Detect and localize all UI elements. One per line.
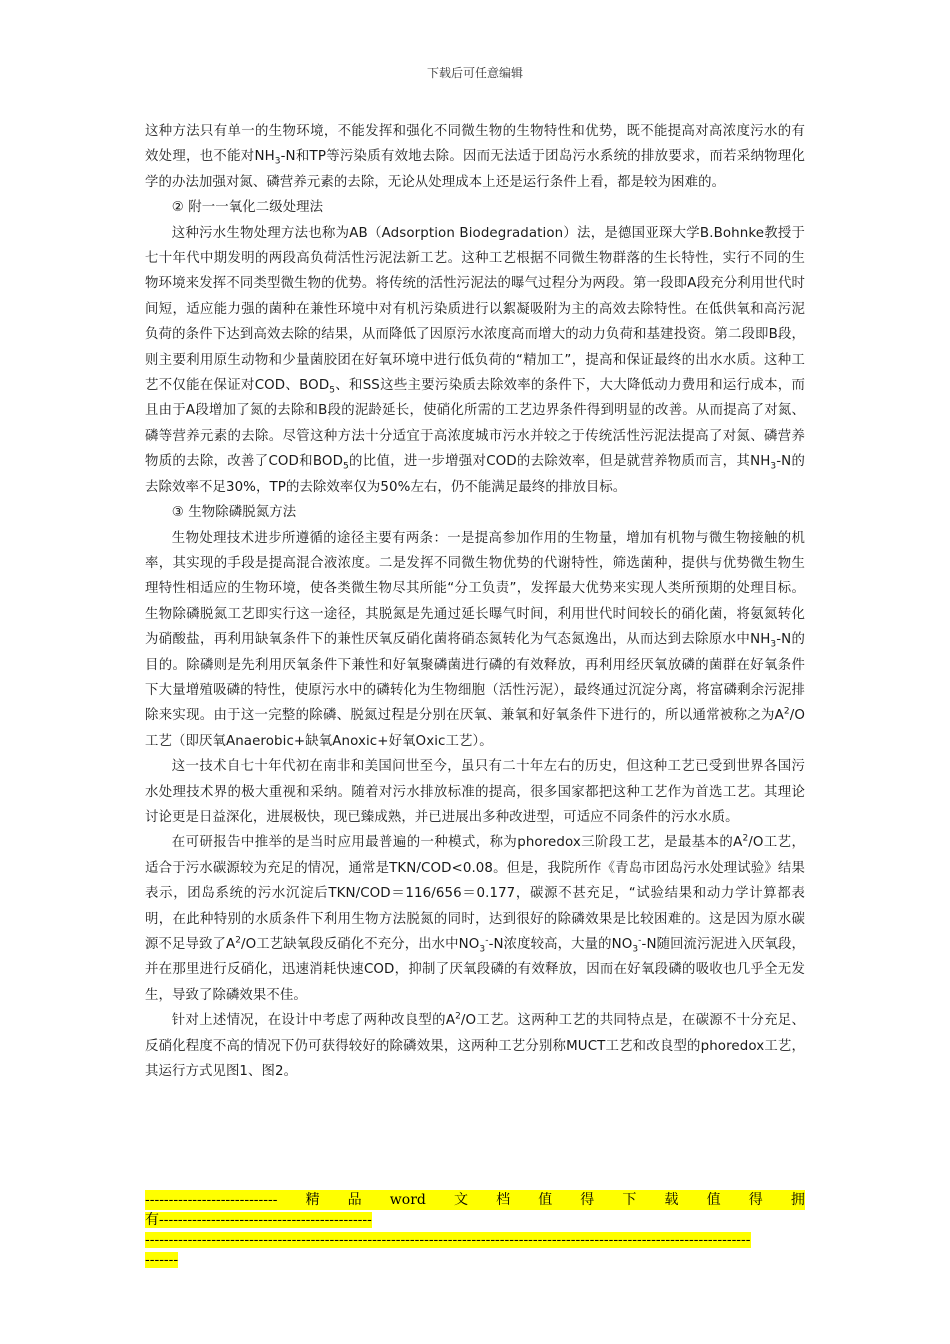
text-run: 这一技术自七十年代初在南非和美国问世至今，虽只有二十年左右的历史，但这种工艺已受到世界各国污水处理技术界的极大重视和采纳。随着对污水排放标准的提高，很多国家都把这种工艺作为首选工艺。其理论讨论更是日益深化，进展极快，现已臻成熟，并已进展出多种改进型，可适应不同条件的污水水质。 [145,759,805,825]
body-paragraph [145,830,805,1008]
superscript: 2 [235,935,242,946]
subscript: 3 [770,639,777,650]
footer-word: word [389,1192,426,1208]
text-run: /O工艺（即厌氧Anaerobic+缺氧Anoxic+好氧Oxic工艺）。 [145,708,805,749]
text-run: 、和SS这些主要污染质去除效率的条件下，大大降低动力费用和运行成本，而且由于A段增加了氮的去除和B段的泥龄延长，使硝化所需的工艺边界条件得到明显的改善。从而提高了对氮、磷等营养元素的去除。尽管这种方法十分适宜于高浓度城市污水并较之于传统活性污泥法提高了对氮、磷营养物质的去除，改善了COD和BOD [145,378,805,470]
subscript: 3 [770,461,777,472]
section-heading [145,195,805,220]
body-paragraph [145,754,805,830]
footer-line-1 [145,1190,805,1210]
footer-word: 精 [305,1192,320,1208]
footer-word: 档 [496,1192,511,1208]
text-run: 在可研报告中推举的是当时应用最普遍的一种模式，称为phoredox三阶段工艺，是最基本的A [171,835,743,851]
text-run: /O工艺。这两种工艺的共同特点是，在碳源不十分充足、反硝化程度不高的情况下仍可获得较好的除磷效果，这两种工艺分别称MUCT工艺和改良型的phoredox工艺，其运行方式见图1、图2。 [145,1013,806,1080]
footer-line-3: -------------------------------------------------------------------------------------------------------------------------------- [145,1232,751,1248]
document-body [145,119,805,1084]
section-heading [145,500,805,525]
superscript: 2 [742,833,749,844]
text-run: -N和TP等污染质有效地去除。因而无法适于团岛污水系统的排放要求，而若采纳物理化学的办法加强对氮、磷营养元素的去除，无论从处理成本上还是运行条件上看，都是较为困难的。 [145,149,805,190]
text-run: /O工艺缺氧段反硝化不充分，出水中NO [241,937,480,952]
text-run: 针对上述情况，在设计中考虑了两种改良型的A [171,1013,456,1029]
footer-word: 值 [706,1192,721,1208]
footer-dash-lead: ---------------------------- [145,1192,278,1208]
text-run: -N的去除效率不足30%，TP的去除效率仅为50%左右，仍不能满足最终的排放目标。 [145,454,805,495]
subscript: 5 [343,461,349,472]
subscript: 3 [274,157,281,168]
text-run: 这种污水生物处理方法也称为AB（Adsorption Biodegradation）法，是德国亚琛大学B.Bohnke教授于七十年代中期发明的两段高负荷活性污泥法新工艺。这种工艺根据不同微生物群落的生长特性，实行不同的生物环境来发挥不同类型微生物的优势。将传统的活性污泥法的曝气过程分为两段。第一段即A段充分利用世代时间短，适应能力强的菌种在兼性环境中对有机污染质进行以絮凝吸附为主的高效去除特性。在低供氧和高污泥负荷的条件下达到高效去除的结果，从而降低了因原污水浓度高而增大的动力负荷和基建投资。第二段即B段，则主要利用原生动物和少量菌胶团在好氧环境中进行低负荷的“精加工”，提高和保证最终的出水水质。这种工艺不仅能在保证对COD、BOD [145,225,805,394]
text-run: 生物处理技术进步所遵循的途径主要有两条：一是提高参加作用的生物量，增加有机物与微生物接触的机率，其实现的手段是提高混合液浓度。二是发挥不同微生物优势的代谢特性，筛选菌种，提供与优势微生物生理特性相适应的生物环境，使各类微生物尽其所能“分工负责”，发挥最大优势来实现人类所预期的处理目标。生物除磷脱氮工艺即实行这一途径，其脱氮是先通过延长曝气时间，利用世代时间较长的硝化菌，将氨氮转化为硝酸盐，再利用缺氧条件下的兼性厌氧反硝化菌将硝态氮转化为气态氮逸出，从而达到去除原水中NH [145,530,805,648]
text-run: -N的目的。除磷则是先利用厌氧条件下兼性和好氧聚磷菌进行磷的有效释放，再利用经厌氧放磷的菌群在好氧条件下大量增殖吸磷的特性，使原污水中的磷转化为生物细胞（活性污泥），最终通过沉淀分离，将富磷剩余污泥排除来实现。由于这一完整的除磷、脱氮过程是分别在厌氧、兼氧和好氧条件下进行的，所以通常被称之为A [145,632,805,724]
text-run: 的比值，进一步增强对COD的去除效率，但是就营养物质而言，其NH [348,454,771,470]
text-run: -N随回流污泥进入厌氧段，并在那里进行反硝化，迅速消耗快速COD，抑制了厌氧段磷的有效释放，因而在好氧段磷的吸收也几乎全无发生，导致了除磷效果不佳。 [145,937,805,1003]
footer-word: 得 [580,1192,595,1208]
superscript: 2 [783,706,790,717]
body-paragraph [145,526,805,755]
footer-word: 品 [347,1192,362,1208]
footer-word: 得 [748,1192,763,1208]
text-run: -N浓度较高，大量的NO [488,937,633,952]
footer-word: 值 [538,1192,553,1208]
subscript: 3 [632,944,639,955]
superscript: - [485,935,489,946]
text-run: ② 附一一氧化二级处理法 [171,200,324,216]
superscript: 2 [455,1011,461,1022]
footer-word: 文 [453,1192,468,1208]
body-paragraph [145,1008,805,1084]
subscript: 3 [479,944,486,955]
footer-word: 下 [622,1192,637,1208]
text-run: 这种方法只有单一的生物环境，不能发挥和强化不同微生物的生物特性和优势，既不能提高对高浓度污水的有效处理，也不能对NH [145,124,805,165]
page-header: 下载后可任意编辑 [426,66,523,80]
subscript: 5 [329,385,336,396]
text-run: /O工艺，适合于污水碳源较为充足的情况，通常是TKN/COD<0.08。但是，我院所作《青岛市团岛污水处理试验》结果表示，团岛系统的污水沉淀后TKN/COD＝116/656＝0.177，碳源不甚充足，“试验结果和动力学计算都表明，在此种特别的水质条件下利用生物方法脱氮的同时，达到很好的除磷效果是比较困难的。这是因为原水碳源不足导致了A [145,835,805,952]
body-paragraph [145,119,805,195]
footer-word: 载 [664,1192,679,1208]
footer-line-4: ------- [145,1252,179,1268]
body-paragraph [145,221,805,500]
footer-word: 拥 [790,1192,805,1208]
text-run: ③ 生物除磷脱氮方法 [171,505,297,521]
footer-line-2: 有--------------------------------------------- [145,1212,372,1228]
footer-banner [145,1190,805,1270]
superscript: - [638,935,642,946]
